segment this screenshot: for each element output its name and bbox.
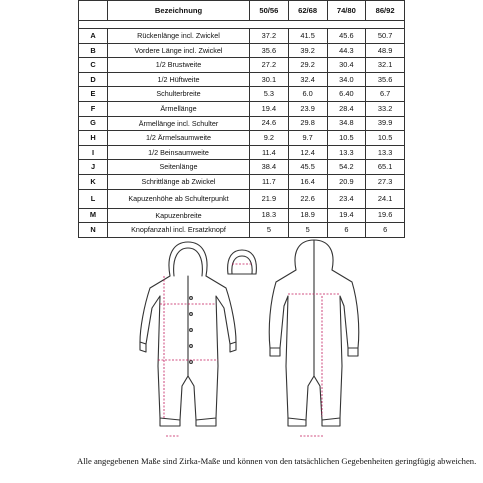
row-description: 1/2 Beinsaumweite <box>108 145 250 160</box>
row-value-size-4: 50.7 <box>366 29 405 44</box>
row-description: Seitenlänge <box>108 160 250 175</box>
row-value-size-2: 41.5 <box>288 29 327 44</box>
row-value-size-4: 24.1 <box>366 189 405 208</box>
row-letter: J <box>79 160 108 175</box>
row-value-size-3: 30.4 <box>327 58 366 73</box>
row-value-size-1: 30.1 <box>250 72 289 87</box>
row-letter: C <box>79 58 108 73</box>
row-value-size-3: 19.4 <box>327 208 366 223</box>
row-letter: H <box>79 131 108 146</box>
row-letter: N <box>79 223 108 238</box>
row-description: Schrittlänge ab Zwickel <box>108 174 250 189</box>
row-value-size-2: 5 <box>288 223 327 238</box>
row-value-size-4: 6.7 <box>366 87 405 102</box>
table-row <box>79 208 405 223</box>
row-value-size-4: 65.1 <box>366 160 405 175</box>
row-value-size-1: 11.7 <box>250 174 289 189</box>
row-value-size-4: 13.3 <box>366 145 405 160</box>
row-value-size-3: 6 <box>327 223 366 238</box>
row-value-size-1: 35.6 <box>250 43 289 58</box>
row-value-size-3: 54.2 <box>327 160 366 175</box>
size-chart-table-wrapper <box>78 0 404 238</box>
row-description: 1/2 Ärmelsaumweite <box>108 131 250 146</box>
row-letter: D <box>79 72 108 87</box>
table-row <box>79 87 405 102</box>
row-letter: G <box>79 116 108 131</box>
row-value-size-4: 39.9 <box>366 116 405 131</box>
spacer-cell <box>79 21 405 29</box>
row-value-size-1: 9.2 <box>250 131 289 146</box>
row-description: Ärmellänge incl. Schulter <box>108 116 250 131</box>
row-value-size-4: 19.6 <box>366 208 405 223</box>
table-row <box>79 160 405 175</box>
row-description: Vordere Länge incl. Zwickel <box>108 43 250 58</box>
table-row <box>79 131 405 146</box>
row-description: 1/2 Brustweite <box>108 58 250 73</box>
row-value-size-3: 23.4 <box>327 189 366 208</box>
row-value-size-3: 45.6 <box>327 29 366 44</box>
row-value-size-2: 23.9 <box>288 101 327 116</box>
row-value-size-1: 18.3 <box>250 208 289 223</box>
header-size-4: 86/92 <box>366 1 405 21</box>
row-value-size-2: 12.4 <box>288 145 327 160</box>
row-letter: F <box>79 101 108 116</box>
row-letter: I <box>79 145 108 160</box>
hood-detail <box>228 250 257 274</box>
row-value-size-4: 27.3 <box>366 174 405 189</box>
row-value-size-1: 19.4 <box>250 101 289 116</box>
row-value-size-4: 6 <box>366 223 405 238</box>
row-value-size-2: 9.7 <box>288 131 327 146</box>
row-description: Kapuzenhöhe ab Schulterpunkt <box>108 189 250 208</box>
row-value-size-2: 29.8 <box>288 116 327 131</box>
row-value-size-2: 6.0 <box>288 87 327 102</box>
table-row <box>79 116 405 131</box>
table-row <box>79 145 405 160</box>
row-value-size-3: 34.8 <box>327 116 366 131</box>
row-description: Kapuzenbreite <box>108 208 250 223</box>
table-row <box>79 58 405 73</box>
measurement-guides <box>158 264 340 436</box>
header-row <box>79 1 405 21</box>
row-description: 1/2 Hüftweite <box>108 72 250 87</box>
row-value-size-1: 38.4 <box>250 160 289 175</box>
row-value-size-4: 10.5 <box>366 131 405 146</box>
row-value-size-4: 33.2 <box>366 101 405 116</box>
table-row <box>79 29 405 44</box>
row-value-size-2: 16.4 <box>288 174 327 189</box>
row-value-size-3: 10.5 <box>327 131 366 146</box>
row-value-size-3: 6.40 <box>327 87 366 102</box>
romper-illustration <box>100 236 390 448</box>
row-value-size-2: 32.4 <box>288 72 327 87</box>
row-value-size-2: 39.2 <box>288 43 327 58</box>
row-letter: A <box>79 29 108 44</box>
row-value-size-4: 32.1 <box>366 58 405 73</box>
row-letter: L <box>79 189 108 208</box>
row-value-size-1: 24.6 <box>250 116 289 131</box>
row-value-size-2: 45.5 <box>288 160 327 175</box>
table-row <box>79 189 405 208</box>
spacer-row <box>79 21 405 29</box>
row-value-size-1: 37.2 <box>250 29 289 44</box>
row-value-size-2: 22.6 <box>288 189 327 208</box>
table-row <box>79 72 405 87</box>
footnote: Alle angegebenen Maße sind Zirka-Maße und können von den tatsächlichen Gegebenheiten geringfügig abweichen. <box>77 456 477 466</box>
row-value-size-1: 21.9 <box>250 189 289 208</box>
row-letter: E <box>79 87 108 102</box>
table-row <box>79 174 405 189</box>
row-value-size-4: 48.9 <box>366 43 405 58</box>
row-description: Rückenlänge incl. Zwickel <box>108 29 250 44</box>
row-value-size-1: 5 <box>250 223 289 238</box>
row-value-size-1: 5.3 <box>250 87 289 102</box>
row-value-size-3: 44.3 <box>327 43 366 58</box>
back-view <box>269 240 359 426</box>
row-value-size-3: 28.4 <box>327 101 366 116</box>
size-chart-table <box>78 0 405 238</box>
row-letter: B <box>79 43 108 58</box>
row-value-size-2: 18.9 <box>288 208 327 223</box>
row-value-size-1: 11.4 <box>250 145 289 160</box>
row-description: Schulterbreite <box>108 87 250 102</box>
row-value-size-3: 13.3 <box>327 145 366 160</box>
row-description: Knopfanzahl incl. Ersatzknopf <box>108 223 250 238</box>
row-value-size-2: 29.2 <box>288 58 327 73</box>
front-view <box>140 242 236 426</box>
row-value-size-3: 20.9 <box>327 174 366 189</box>
row-letter: M <box>79 208 108 223</box>
row-value-size-4: 35.6 <box>366 72 405 87</box>
header-description: Bezeichnung <box>108 1 250 21</box>
table-row <box>79 43 405 58</box>
row-value-size-3: 34.0 <box>327 72 366 87</box>
row-value-size-1: 27.2 <box>250 58 289 73</box>
header-letter <box>79 1 108 21</box>
header-size-2: 62/68 <box>288 1 327 21</box>
header-size-1: 50/56 <box>250 1 289 21</box>
header-size-3: 74/80 <box>327 1 366 21</box>
row-letter: K <box>79 174 108 189</box>
table-row <box>79 101 405 116</box>
row-description: Ärmellänge <box>108 101 250 116</box>
